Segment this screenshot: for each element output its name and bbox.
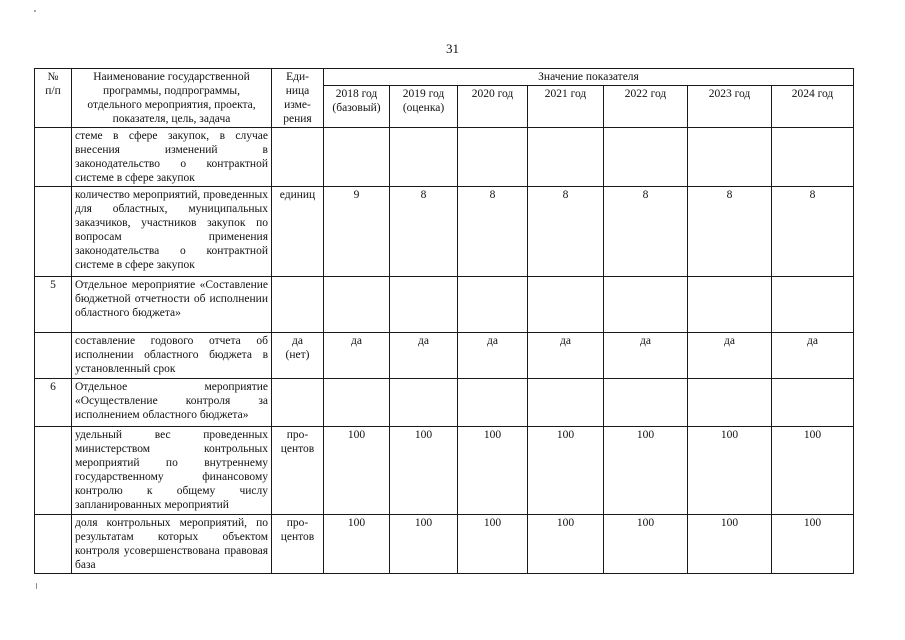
row-unit bbox=[272, 128, 324, 187]
row-value bbox=[688, 128, 772, 187]
row-name: удельный вес проведенных министерством контрольных мероприятий по внутреннему государственному финансовому контролю к общему числу запланированных мероприятий bbox=[72, 427, 272, 515]
header-year: 2022 год bbox=[604, 86, 688, 128]
row-unit bbox=[272, 379, 324, 427]
row-name: составление годового отчета об исполнении областного бюджета в установленный срок bbox=[72, 333, 272, 379]
row-unit: единиц bbox=[272, 187, 324, 277]
row-value bbox=[528, 379, 604, 427]
row-value: 100 bbox=[528, 515, 604, 574]
row-value: 8 bbox=[772, 187, 854, 277]
row-unit: да (нет) bbox=[272, 333, 324, 379]
row-value bbox=[772, 277, 854, 333]
row-unit: про- центов bbox=[272, 427, 324, 515]
table-row bbox=[35, 333, 854, 379]
row-value bbox=[528, 277, 604, 333]
row-num: 6 bbox=[35, 379, 72, 427]
row-value: 100 bbox=[604, 427, 688, 515]
row-value: да bbox=[688, 333, 772, 379]
row-value: 100 bbox=[688, 515, 772, 574]
row-num: 5 bbox=[35, 277, 72, 333]
header-year: 2020 год bbox=[458, 86, 528, 128]
row-value bbox=[604, 128, 688, 187]
row-value: да bbox=[604, 333, 688, 379]
row-value: 100 bbox=[458, 515, 528, 574]
row-value: 100 bbox=[604, 515, 688, 574]
row-value: 100 bbox=[390, 515, 458, 574]
row-value: 100 bbox=[458, 427, 528, 515]
row-name: Отдельное мероприятие «Составление бюджетной отчетности об исполнении областного бюджета» bbox=[72, 277, 272, 333]
header-name: Наименование государственной программы, подпрограммы, отдельного мероприятия, проекта, показателя, цель, задача bbox=[72, 69, 272, 128]
row-value bbox=[390, 277, 458, 333]
row-value bbox=[390, 128, 458, 187]
row-value bbox=[604, 379, 688, 427]
row-num bbox=[35, 128, 72, 187]
row-num bbox=[35, 427, 72, 515]
row-value: 100 bbox=[390, 427, 458, 515]
row-value: 8 bbox=[458, 187, 528, 277]
table-row bbox=[35, 128, 854, 187]
row-name: доля контрольных мероприятий, по результатам которых объектом контроля усовершенствована правовая база bbox=[72, 515, 272, 574]
row-value: да bbox=[458, 333, 528, 379]
header-row-top bbox=[35, 69, 854, 86]
table-row bbox=[35, 187, 854, 277]
header-year: 2018 год (базовый) bbox=[324, 86, 390, 128]
row-value: 100 bbox=[772, 427, 854, 515]
row-value bbox=[688, 277, 772, 333]
row-value: 100 bbox=[772, 515, 854, 574]
row-name: Отдельное мероприятие «Осуществление контроля за исполнением областного бюджета» bbox=[72, 379, 272, 427]
table-row bbox=[35, 427, 854, 515]
table-row bbox=[35, 515, 854, 574]
row-value bbox=[324, 379, 390, 427]
row-value bbox=[458, 128, 528, 187]
table-body bbox=[35, 128, 854, 574]
row-value bbox=[324, 277, 390, 333]
row-value: 100 bbox=[528, 427, 604, 515]
row-value: 8 bbox=[390, 187, 458, 277]
page-number: 31 bbox=[446, 41, 459, 56]
header-year: 2021 год bbox=[528, 86, 604, 128]
header-year: 2023 год bbox=[688, 86, 772, 128]
row-value: да bbox=[772, 333, 854, 379]
row-value bbox=[324, 128, 390, 187]
indicators-table bbox=[34, 68, 854, 574]
row-value bbox=[604, 277, 688, 333]
header-values-title: Значение показателя bbox=[324, 69, 854, 86]
row-value bbox=[390, 379, 458, 427]
table-row bbox=[35, 379, 854, 427]
row-value: 100 bbox=[324, 427, 390, 515]
row-num bbox=[35, 187, 72, 277]
row-value: 100 bbox=[324, 515, 390, 574]
row-name: количество мероприятий, проведенных для областных, муниципальных заказчиков, участников закупок по вопросам применения законодательства о контрактной системе в сфере закупок bbox=[72, 187, 272, 277]
row-unit bbox=[272, 277, 324, 333]
row-name: стеме в сфере закупок, в случае внесения изменений в законодательство о контрактной системе в сфере закупок bbox=[72, 128, 272, 187]
header-num: № п/п bbox=[35, 69, 72, 128]
table-row bbox=[35, 277, 854, 333]
row-value: да bbox=[528, 333, 604, 379]
row-value: да bbox=[324, 333, 390, 379]
header-unit: Еди- ница изме- рения bbox=[272, 69, 324, 128]
header-year: 2019 год (оценка) bbox=[390, 86, 458, 128]
row-num bbox=[35, 333, 72, 379]
row-value bbox=[528, 128, 604, 187]
row-unit: про- центов bbox=[272, 515, 324, 574]
row-value bbox=[772, 379, 854, 427]
row-value bbox=[458, 277, 528, 333]
header-year: 2024 год bbox=[772, 86, 854, 128]
row-value: 8 bbox=[688, 187, 772, 277]
row-value: 8 bbox=[528, 187, 604, 277]
row-value bbox=[688, 379, 772, 427]
row-num bbox=[35, 515, 72, 574]
row-value: 100 bbox=[688, 427, 772, 515]
row-value bbox=[772, 128, 854, 187]
row-value: 8 bbox=[604, 187, 688, 277]
row-value: 9 bbox=[324, 187, 390, 277]
row-value bbox=[458, 379, 528, 427]
row-value: да bbox=[390, 333, 458, 379]
